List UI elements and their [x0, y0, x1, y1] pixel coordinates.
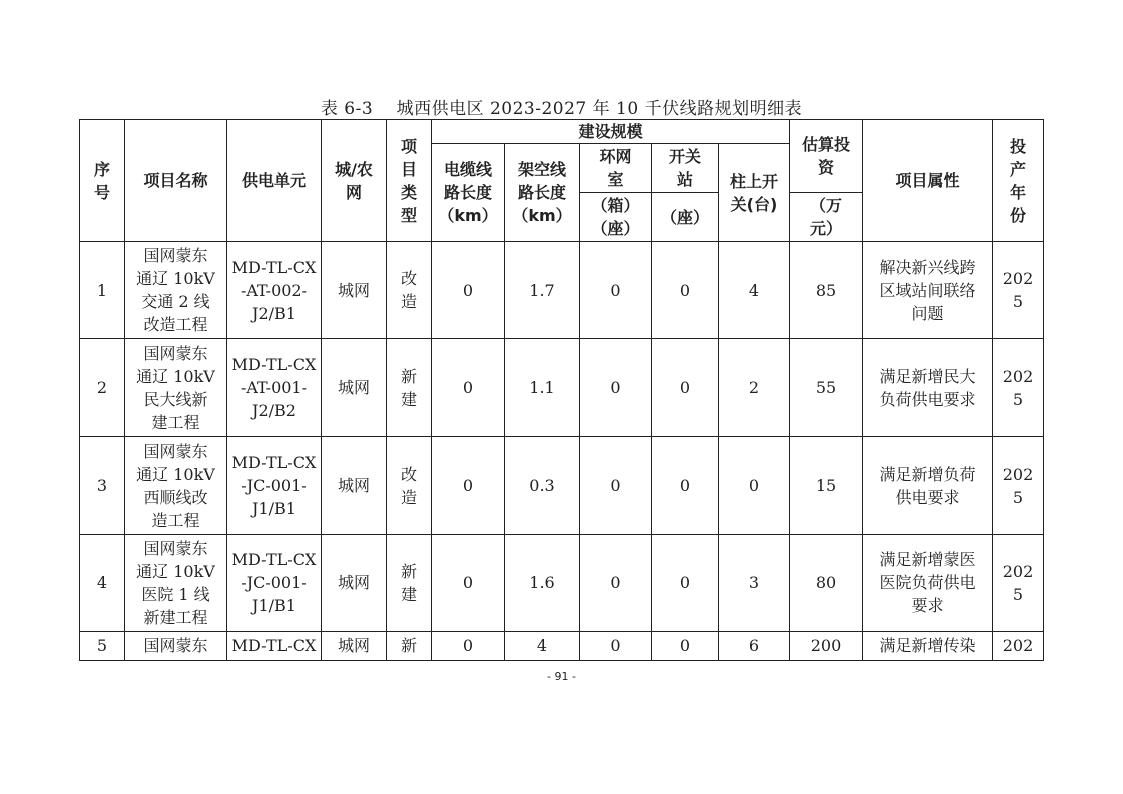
cell-commission-year: 202 5 [993, 437, 1044, 534]
cell-commission-year: 202 5 [993, 534, 1044, 631]
header-switch-station-unit: （座） [652, 193, 719, 242]
cell-switch-station: 0 [652, 534, 719, 631]
cell-project-type: 新 建 [387, 339, 432, 437]
table-row [80, 437, 1044, 534]
cell-urban-rural: 城网 [322, 534, 387, 631]
cell-project-name: 国网蒙东 [125, 631, 227, 660]
cell-supply-unit: MD-TL-CX -AT-002- J2/B1 [227, 242, 322, 339]
cell-overhead-length: 0.3 [505, 437, 580, 534]
cell-seq: 2 [80, 339, 125, 437]
cell-project-attribute: 满足新增蒙医 医院负荷供电 要求 [863, 534, 993, 631]
header-construction-scale: 建设规模 [432, 120, 790, 144]
cell-pole-switch: 6 [719, 631, 790, 660]
table-row [80, 534, 1044, 631]
cell-supply-unit: MD-TL-CX [227, 631, 322, 660]
cell-project-type: 新 [387, 631, 432, 660]
header-ring-main: 环网 室 [580, 144, 652, 193]
cell-cable-length: 0 [432, 242, 505, 339]
cell-pole-switch: 0 [719, 437, 790, 534]
cell-cable-length: 0 [432, 631, 505, 660]
header-project-type: 项 目 类 型 [387, 120, 432, 242]
cell-project-attribute: 解决新兴线跨 区域站间联络 问题 [863, 242, 993, 339]
header-pole-switch: 柱上开 关(台) [719, 144, 790, 242]
cell-pole-switch: 2 [719, 339, 790, 437]
cell-project-name: 国网蒙东 通辽 10kV 民大线新 建工程 [125, 339, 227, 437]
cell-pole-switch: 4 [719, 242, 790, 339]
cell-overhead-length: 1.6 [505, 534, 580, 631]
cell-project-attribute: 满足新增传染 [863, 631, 993, 660]
cell-supply-unit: MD-TL-CX -AT-001- J2/B2 [227, 339, 322, 437]
header-commission-year: 投 产 年 份 [993, 120, 1044, 242]
cell-supply-unit: MD-TL-CX -JC-001- J1/B1 [227, 534, 322, 631]
cell-urban-rural: 城网 [322, 437, 387, 534]
cell-seq: 3 [80, 437, 125, 534]
cell-investment: 15 [790, 437, 863, 534]
page-number: - 91 - [547, 670, 576, 683]
cell-cable-length: 0 [432, 339, 505, 437]
table-row [80, 339, 1044, 437]
header-seq: 序 号 [80, 120, 125, 242]
cell-project-name: 国网蒙东 通辽 10kV 医院 1 线 新建工程 [125, 534, 227, 631]
cell-pole-switch: 3 [719, 534, 790, 631]
cell-ring-main: 0 [580, 339, 652, 437]
header-supply-unit: 供电单元 [227, 120, 322, 242]
cell-seq: 4 [80, 534, 125, 631]
cell-overhead-length: 1.1 [505, 339, 580, 437]
cell-cable-length: 0 [432, 437, 505, 534]
line-plan-table [79, 119, 1044, 661]
cell-overhead-length: 1.7 [505, 242, 580, 339]
cell-investment: 55 [790, 339, 863, 437]
cell-project-type: 新 建 [387, 534, 432, 631]
cell-ring-main: 0 [580, 437, 652, 534]
header-investment-unit: （万 元） [790, 193, 863, 242]
cell-overhead-length: 4 [505, 631, 580, 660]
header-ring-main-unit: （箱） （座） [580, 193, 652, 242]
cell-project-name: 国网蒙东 通辽 10kV 交通 2 线 改造工程 [125, 242, 227, 339]
cell-ring-main: 0 [580, 534, 652, 631]
table-caption: 表 6-3 城西供电区 2023-2027 年 10 千伏线路规划明细表 [320, 99, 803, 119]
cell-commission-year: 202 5 [993, 242, 1044, 339]
cell-project-name: 国网蒙东 通辽 10kV 西顺线改 造工程 [125, 437, 227, 534]
header-cable-length: 电缆线 路长度 （km） [432, 144, 505, 242]
cell-urban-rural: 城网 [322, 631, 387, 660]
header-project-attribute: 项目属性 [863, 120, 993, 242]
header-estimated-investment: 估算投 资 [790, 120, 863, 193]
header-urban-rural: 城/农 网 [322, 120, 387, 242]
cell-ring-main: 0 [580, 242, 652, 339]
table-row [80, 631, 1044, 660]
cell-switch-station: 0 [652, 631, 719, 660]
cell-investment: 85 [790, 242, 863, 339]
cell-switch-station: 0 [652, 242, 719, 339]
cell-switch-station: 0 [652, 339, 719, 437]
header-overhead-length: 架空线 路长度 （km） [505, 144, 580, 242]
cell-commission-year: 202 5 [993, 339, 1044, 437]
cell-project-type: 改 造 [387, 242, 432, 339]
cell-commission-year: 202 [993, 631, 1044, 660]
cell-project-attribute: 满足新增民大 负荷供电要求 [863, 339, 993, 437]
cell-investment: 200 [790, 631, 863, 660]
header-project-name: 项目名称 [125, 120, 227, 242]
cell-project-type: 改 造 [387, 437, 432, 534]
cell-urban-rural: 城网 [322, 242, 387, 339]
cell-seq: 5 [80, 631, 125, 660]
cell-ring-main: 0 [580, 631, 652, 660]
cell-supply-unit: MD-TL-CX -JC-001- J1/B1 [227, 437, 322, 534]
cell-urban-rural: 城网 [322, 339, 387, 437]
cell-cable-length: 0 [432, 534, 505, 631]
table-row [80, 242, 1044, 339]
cell-investment: 80 [790, 534, 863, 631]
header-switch-station: 开关 站 [652, 144, 719, 193]
cell-seq: 1 [80, 242, 125, 339]
cell-switch-station: 0 [652, 437, 719, 534]
cell-project-attribute: 满足新增负荷 供电要求 [863, 437, 993, 534]
